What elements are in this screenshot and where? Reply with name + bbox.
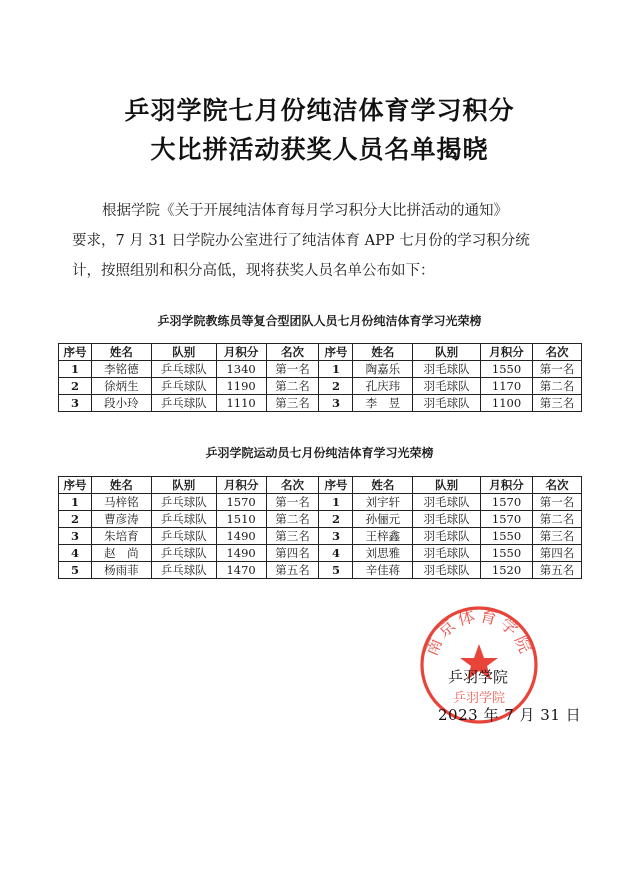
table-cell: 1100 — [481, 395, 533, 412]
table-cell: 4 — [59, 545, 92, 562]
table-cell: 辛佳蒋 — [353, 562, 413, 579]
table-cell: 1470 — [216, 562, 266, 579]
table-row — [59, 494, 582, 511]
table-cell: 赵 尚 — [91, 545, 151, 562]
table-row — [59, 528, 582, 545]
table-cell: 羽毛球队 — [413, 361, 481, 378]
intro-line-1: 根据学院《关于开展纯洁体育每月学习积分大比拼活动的通知》 — [102, 203, 508, 219]
table-cell: 第四名 — [266, 545, 319, 562]
column-header: 名次 — [533, 477, 582, 494]
column-header: 月积分 — [216, 344, 266, 361]
table-cell: 第三名 — [266, 395, 319, 412]
table-cell: 1110 — [216, 395, 266, 412]
column-header: 名次 — [533, 344, 582, 361]
table-cell: 1550 — [481, 361, 533, 378]
table-cell: 陶嘉乐 — [353, 361, 413, 378]
table-cell: 1 — [59, 494, 92, 511]
column-header: 序号 — [59, 344, 92, 361]
table-cell: 1510 — [216, 511, 266, 528]
column-header: 月积分 — [481, 477, 533, 494]
table-cell: 段小玲 — [91, 395, 151, 412]
table-cell: 2 — [319, 511, 353, 528]
table-cell: 孔庆玮 — [353, 378, 413, 395]
table-cell: 羽毛球队 — [413, 545, 481, 562]
seal-arc-text: 南京体育学院 — [421, 606, 537, 660]
issuer-name: 乒羽学院 — [448, 668, 509, 686]
table-cell: 4 — [319, 545, 353, 562]
column-header: 队别 — [151, 477, 216, 494]
table-cell: 5 — [319, 562, 353, 579]
table-cell: 乒乓球队 — [151, 395, 216, 412]
table-header-row — [59, 477, 582, 494]
table-cell: 李铭德 — [91, 361, 151, 378]
table-cell: 杨雨菲 — [91, 562, 151, 579]
table-cell: 刘宇轩 — [353, 494, 413, 511]
column-header: 队别 — [413, 344, 481, 361]
table-row — [59, 545, 582, 562]
intro-line-2: 要求，7 月 31 日学院办公室进行了纯洁体育 APP 七月份的学习积分统 — [72, 233, 530, 249]
table-cell: 2 — [59, 511, 92, 528]
table-row — [59, 562, 582, 579]
column-header: 姓名 — [91, 344, 151, 361]
column-header: 月积分 — [481, 344, 533, 361]
table-cell: 孙俪元 — [353, 511, 413, 528]
table-cell: 2 — [319, 378, 353, 395]
table-row — [59, 361, 582, 378]
table-cell: 乒乓球队 — [151, 378, 216, 395]
table-cell: 曹彦涛 — [91, 511, 151, 528]
table-cell: 马梓铭 — [91, 494, 151, 511]
column-header: 名次 — [266, 477, 319, 494]
table-cell: 羽毛球队 — [413, 528, 481, 545]
table-cell: 1570 — [216, 494, 266, 511]
table-row — [59, 378, 582, 395]
table-cell: 乒乓球队 — [151, 545, 216, 562]
table-cell: 朱培育 — [91, 528, 151, 545]
document-title-line-1: 乒羽学院七月份纯洁体育学习积分 — [124, 96, 515, 125]
column-header: 月积分 — [216, 477, 266, 494]
table-cell: 第二名 — [266, 511, 319, 528]
table-cell: 羽毛球队 — [413, 395, 481, 412]
table-cell: 王梓鑫 — [353, 528, 413, 545]
table-cell: 1190 — [216, 378, 266, 395]
column-header: 姓名 — [353, 477, 413, 494]
intro-line-3: 计，按照组别和积分高低，现将获奖人员名单公布如下： — [72, 263, 435, 279]
table-cell: 徐炳生 — [91, 378, 151, 395]
table-cell: 1 — [319, 361, 353, 378]
table-cell: 第二名 — [533, 511, 582, 528]
table-cell: 羽毛球队 — [413, 378, 481, 395]
column-header: 队别 — [151, 344, 216, 361]
table-cell: 1570 — [481, 494, 533, 511]
table-cell: 乒乓球队 — [151, 494, 216, 511]
table-cell: 3 — [319, 395, 353, 412]
table-cell: 第一名 — [266, 494, 319, 511]
coaches-honor-table — [58, 343, 582, 412]
table-cell: 第三名 — [533, 395, 582, 412]
table-cell: 3 — [59, 395, 92, 412]
table-cell: 第三名 — [266, 528, 319, 545]
table-cell: 1340 — [216, 361, 266, 378]
table-header-row — [59, 344, 582, 361]
table-cell: 第五名 — [266, 562, 319, 579]
table-cell: 第二名 — [266, 378, 319, 395]
table-cell: 乒乓球队 — [151, 361, 216, 378]
column-header: 姓名 — [353, 344, 413, 361]
table-row — [59, 511, 582, 528]
table-cell: 刘思雅 — [353, 545, 413, 562]
table-cell: 1 — [59, 361, 92, 378]
table-cell: 1490 — [216, 545, 266, 562]
table-cell: 1 — [319, 494, 353, 511]
column-header: 序号 — [59, 477, 92, 494]
table-cell: 5 — [59, 562, 92, 579]
table-cell: 2 — [59, 378, 92, 395]
table-cell: 乒乓球队 — [151, 562, 216, 579]
table-cell: 第一名 — [533, 361, 582, 378]
column-header: 序号 — [319, 344, 353, 361]
table-cell: 1570 — [481, 511, 533, 528]
table-cell: 乒乓球队 — [151, 511, 216, 528]
table-cell: 第二名 — [533, 378, 582, 395]
column-header: 名次 — [266, 344, 319, 361]
table-row — [59, 395, 582, 412]
intro-paragraph — [72, 196, 582, 286]
table-cell: 羽毛球队 — [413, 562, 481, 579]
table-cell: 1170 — [481, 378, 533, 395]
issue-date: 2023 年 7 月 31 日 — [438, 706, 582, 724]
table-cell: 羽毛球队 — [413, 511, 481, 528]
table-cell: 1550 — [481, 528, 533, 545]
table-cell: 第四名 — [533, 545, 582, 562]
athletes-honor-table — [58, 476, 582, 579]
table-cell: 第一名 — [266, 361, 319, 378]
table-cell: 1520 — [481, 562, 533, 579]
column-header: 队别 — [413, 477, 481, 494]
table-cell: 1550 — [481, 545, 533, 562]
table-cell: 第五名 — [533, 562, 582, 579]
table-cell: 3 — [59, 528, 92, 545]
table-cell: 1490 — [216, 528, 266, 545]
document-title-line-2: 大比拼活动获奖人员名单揭晓 — [150, 135, 489, 164]
column-header: 姓名 — [91, 477, 151, 494]
table-cell: 3 — [319, 528, 353, 545]
table-cell: 乒乓球队 — [151, 528, 216, 545]
table1-caption: 乒羽学院教练员等复合型团队人员七月份纯洁体育学习光荣榜 — [157, 314, 482, 328]
table-cell: 第三名 — [533, 528, 582, 545]
table-cell: 李 昱 — [353, 395, 413, 412]
table-cell: 第一名 — [533, 494, 582, 511]
column-header: 序号 — [319, 477, 353, 494]
seal-inner-text: 乒羽学院 — [452, 691, 506, 706]
table-cell: 羽毛球队 — [413, 494, 481, 511]
table2-caption: 乒羽学院运动员七月份纯洁体育学习光荣榜 — [205, 446, 434, 460]
